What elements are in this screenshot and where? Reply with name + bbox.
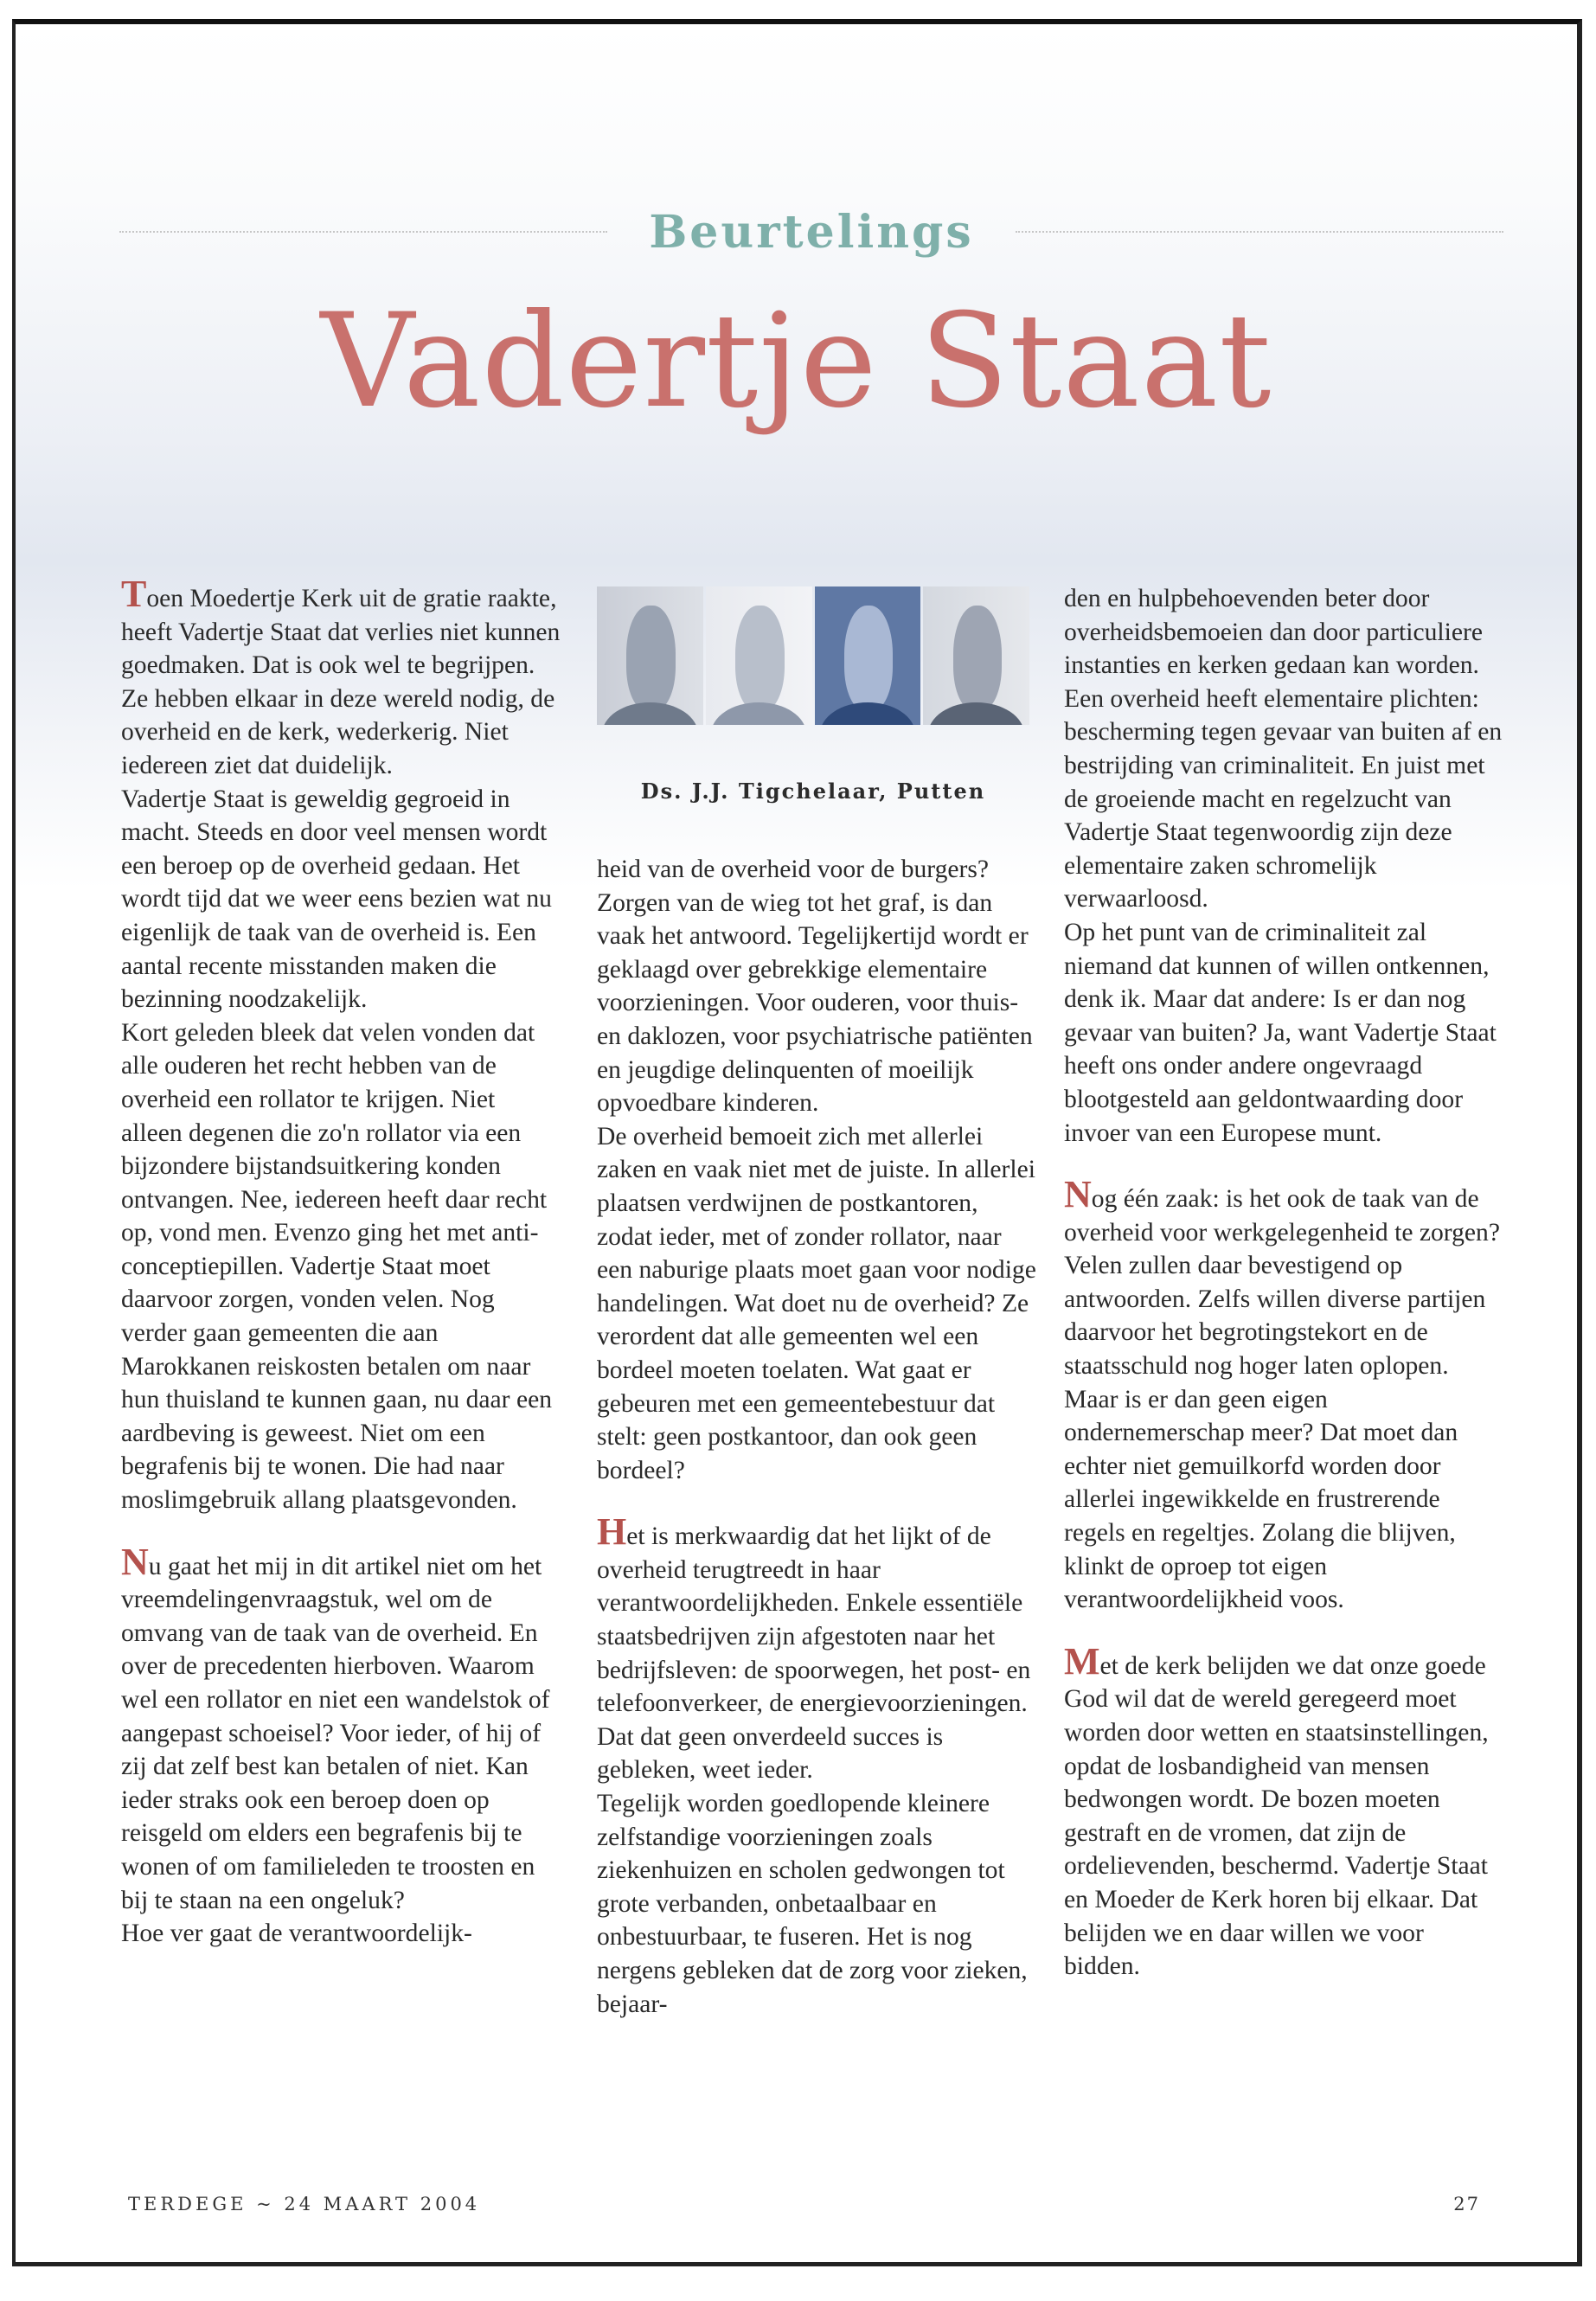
article-column-1 — [121, 573, 562, 1951]
portrait-photo — [923, 586, 1029, 725]
drop-cap: M — [1064, 1639, 1100, 1682]
drop-cap: T — [121, 573, 147, 615]
paragraph: Hoe ver gaat de verantwoordelijk- — [121, 1920, 472, 1948]
page-number: 27 — [1453, 2194, 1480, 2214]
paragraph: Op het punt van de criminaliteit zal niemand dat kunnen of willen ontkennen, denk ik. Maar dat andere: Is er dan nog gevaar van buiten? Ja, want Vadertje Staat heeft ons onder andere ongevraagd blootgesteld aan geldontwaarding door invoer van een Europese munt. — [1064, 918, 1497, 1147]
drop-cap: N — [121, 1540, 149, 1583]
footer-publication: TERDEGE ~ 24 MAART 2004 — [128, 2194, 481, 2214]
paragraph-text: u gaat het mij in dit artikel niet om het vreemdelingenvraagstuk, wel om de omvang van de taak van de overheid. En over de precedenten hierboven. Waarom wel een rollator en niet een wandelstok of aangepast schoeisel? Voor ieder, of hij of zij dat zelf best kan betalen of niet. Kan ieder straks ook een beroep doen op reisgeld om elders een begrafenis bij te wonen of om familieleden te troosten en bij te staan na een ongeluk? — [121, 1552, 550, 1914]
paragraph: Tegelijk worden goedlopende kleinere zelfstandige voorzieningen zoals ziekenhuizen en scholen gedwongen tot grote verbanden, onbetaalbaar en onbestuurbaar, te fuseren. Het is nog nergens gebleken dat de zorg voor zieken, bejaar- — [597, 1790, 1028, 2018]
paragraph: heid van de overheid voor de burgers? Zorgen van de wieg tot het graf, is dan vaak het antwoord. Tegelijkertijd wordt er geklaagd over gebrekkige elementaire voorzieningen. Voor ouderen, voor thuis- en daklozen, voor psychiatrische patiënten en jeugdige delinquenten of moeilijk opvoedbare kinderen. — [597, 856, 1033, 1118]
drop-cap: N — [1064, 1173, 1092, 1216]
portrait-photo — [815, 586, 921, 725]
paragraph: Kort geleden bleek dat velen vonden dat alle ouderen het recht hebben van de overheid een rollator te krijgen. Niet alleen degenen die zo'n rollator via een bijzondere bijstandsuitkering konden ontvangen. Nee, iedereen heeft daar recht op, vond men. Evenzo ging het met anti-conceptiepillen. Vadertje Staat moet daarvoor zorgen, vonden velen. Nog verder gaan gemeenten die aan Marokkanen reiskosten betalen om naar hun thuisland te kunnen gaan, nu daar een aardbeving is geweest. Niet om een begrafenis bij te wonen. Die had naar moslimgebruik allang plaatsgevonden. — [121, 1018, 553, 1515]
magazine-page — [12, 19, 1582, 2266]
author-photos — [597, 586, 1029, 725]
portrait-photo — [706, 586, 812, 725]
paragraph-text: og één zaak: is het ook de taak van de overheid voor werkgelegenheid te zorgen? Velen zullen daar bevestigend op antwoorden. Zelfs willen diverse partijen daarvoor het begrotingstekort en de staatsschuld nog hoger laten oplopen. Maar is er dan geen eigen ondernemerschap meer? Dat moet dan echter niet gemuilkorfd worden door allerlei ingewikkelde en frustrerende regels en regeltjes. Zolang die blijven, klinkt de oproep tot eigen verantwoordelijkheid voos. — [1064, 1185, 1500, 1614]
paragraph: De overheid bemoeit zich met allerlei zaken en vaak niet met de juiste. In allerlei plaatsen verdwijnen de postkantoren, zodat ieder, met of zonder rollator, naar een naburige plaats moet gaan voor nodige handelingen. Wat doet nu de overheid? Ze verordent dat alle gemeenten wel een bordeel moeten toelaten. Wat gaat er gebeuren met een gemeentebestuur dat stelt: geen postkantoor, dan ook geen bordeel? — [597, 1122, 1036, 1484]
author-byline: Ds. J.J. Tigchelaar, Putten — [640, 779, 986, 804]
paragraph: Vadertje Staat is geweldig gegroeid in macht. Steeds en door veel mensen wordt een beroep op de overheid gedaan. Het wordt tijd dat we weer eens bezien wat nu eigenlijk de taak van de overheid is. Een aantal recente misstanden maken die bezinning noodzakelijk. — [121, 785, 552, 1014]
paragraph-text: oen Moedertje Kerk uit de gratie raakte, heeft Vadertje Staat dat verlies niet kunnen goedmaken. Dat is ook wel te begrijpen. Ze hebben elkaar in deze wereld nodig, de overheid en de kerk, wederkerig. Niet iedereen ziet dat duidelijk. — [121, 585, 561, 779]
paragraph: den en hulpbehoevenden beter door overheidsbemoeien dan door particuliere instanties en kerken gedaan kan worden. — [1064, 585, 1483, 680]
section-label: Beurtelings — [649, 205, 974, 259]
article-title: Vadertje Staat — [320, 286, 1272, 437]
article-column-2 — [597, 853, 1038, 2021]
portrait-photo — [597, 586, 703, 725]
paragraph-text: et is merkwaardig dat het lijkt of de overheid terugtreedt in haar verantwoordelijkheden. Enkele essentiële staatsbedrijven zijn afgestoten naar het bedrijfsleven: de spoorwegen, het post- en telefoonverkeer, de energievoorzieningen. Dat dat geen onverdeeld succes is gebleken, weet ieder. — [597, 1522, 1031, 1785]
paragraph — [597, 1510, 1038, 1787]
divider-right — [1016, 231, 1503, 233]
article-column-3 — [1064, 582, 1505, 1984]
paragraph — [121, 573, 562, 783]
section-header — [119, 189, 1503, 275]
paragraph — [1064, 1173, 1505, 1617]
paragraph — [121, 1540, 562, 1918]
paragraph — [1064, 1639, 1505, 1984]
divider-left — [119, 231, 607, 233]
drop-cap: H — [597, 1510, 627, 1554]
paragraph-text: et de kerk belijden we dat onze goede God wil dat de wereld geregeerd moet worden door wetten en staatsinstellingen, opdat de losbandigheid van mensen bedwongen wordt. De bozen moeten gestraft en de vromen, dat zijn de ordelievenden, beschermd. Vadertje Staat en Moeder de Kerk horen bij elkaar. Dat belijden we en daar willen we voor bidden. — [1064, 1651, 1489, 1981]
paragraph: Een overheid heeft elementaire plichten: bescherming tegen gevaar van buiten af en bestrijding van criminaliteit. En juist met de groeiende macht en regelzucht van Vadertje Staat tegenwoordig zijn deze elementaire zaken schromelijk verwaarloosd. — [1064, 684, 1503, 913]
